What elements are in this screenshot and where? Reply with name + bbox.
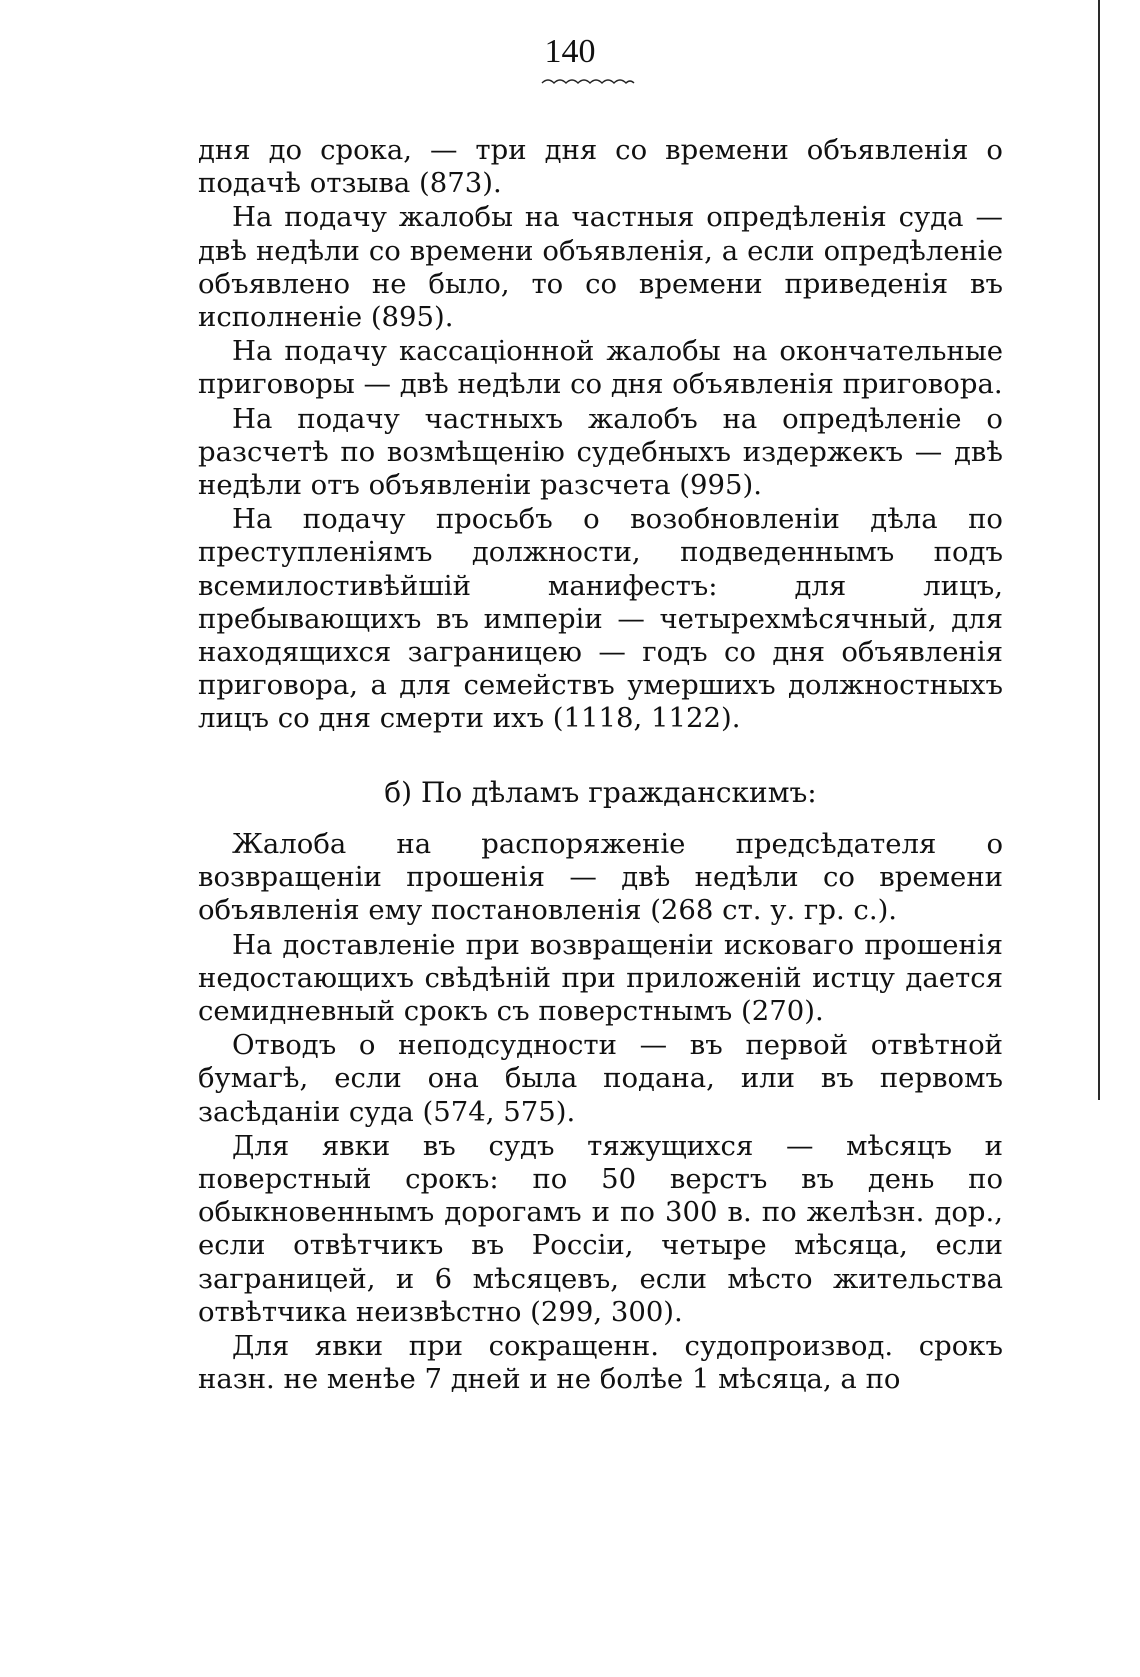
paragraph: Для явки въ судъ тяжущихся — мѣсяцъ и поверстный срокъ: по 50 верстъ въ день по обыкновеннымъ дорогамъ и по 300 в. по желѣзн. дор., если отвѣтчикъ въ Россіи, четыре мѣсяца, если заграницей, и 6 мѣсяцевъ, если мѣсто жительства отвѣтчика неизвѣстно (299, 300).: [198, 1129, 1003, 1328]
section-a-body: [198, 134, 1003, 737]
paragraph: Отводъ о неподсудности — въ первой отвѣтной бумагѣ, если она была подана, или въ первомъ засѣданіи суда (574, 575).: [198, 1029, 1003, 1128]
paragraph: Жалоба на распоряженіе предсѣдателя о возвращеніи прошенія — двѣ недѣли со времени объявленія ему постановленія (268 ст. у. гр. с.).: [198, 828, 1003, 927]
paragraph: На подачу жалобы на частныя опредѣленія суда — двѣ недѣли со времени объявленія, а если опредѣленіе объявлено не было, то со времени приведенія въ исполненіе (895).: [198, 201, 1003, 334]
paragraph: На подачу кассаціонной жалобы на окончательные приговоры — двѣ недѣли со дня объявленія приговора.: [198, 335, 1003, 401]
paragraph: На доставленіе при возвращеніи исковаго прошенія недостающихъ свѣдѣній при приложеній истцу дается семидневный срокъ съ поверстнымъ (270).: [198, 928, 1003, 1028]
paragraph: На подачу частныхъ жалобъ на опредѣленіе о разсчетѣ по возмѣщенію судебныхъ издержекъ — двѣ недѣли отъ объявленіи разсчета (995).: [198, 402, 1003, 502]
paragraph: Для явки при сокращенн. судопроизвод. срокъ назн. не менѣе 7 дней и не болѣе 1 мѣсяца, а по: [198, 1330, 1003, 1396]
section-b-body: [198, 828, 1003, 1397]
page-number-ornament: [540, 76, 636, 86]
paragraph: На подачу просьбъ о возобновленіи дѣла по преступленіямъ должности, подведеннымъ подъ всемилостивѣйшій манифестъ: для лицъ, пребывающихъ въ имперіи — четырехмѣсячный, для находящихся заграницею — годъ со дня объявленія приговора, а для семействъ умершихъ должностныхъ лицъ со дня смерти ихъ (1118, 1122).: [198, 503, 1003, 735]
binding-edge-rule: [1098, 0, 1100, 1100]
paragraph: дня до срока, — три дня со времени объявленія о подачѣ отзыва (873).: [198, 134, 1003, 200]
page-number: 140: [544, 33, 596, 70]
section-heading: б) По дѣламъ гражданскимъ:: [384, 776, 817, 809]
